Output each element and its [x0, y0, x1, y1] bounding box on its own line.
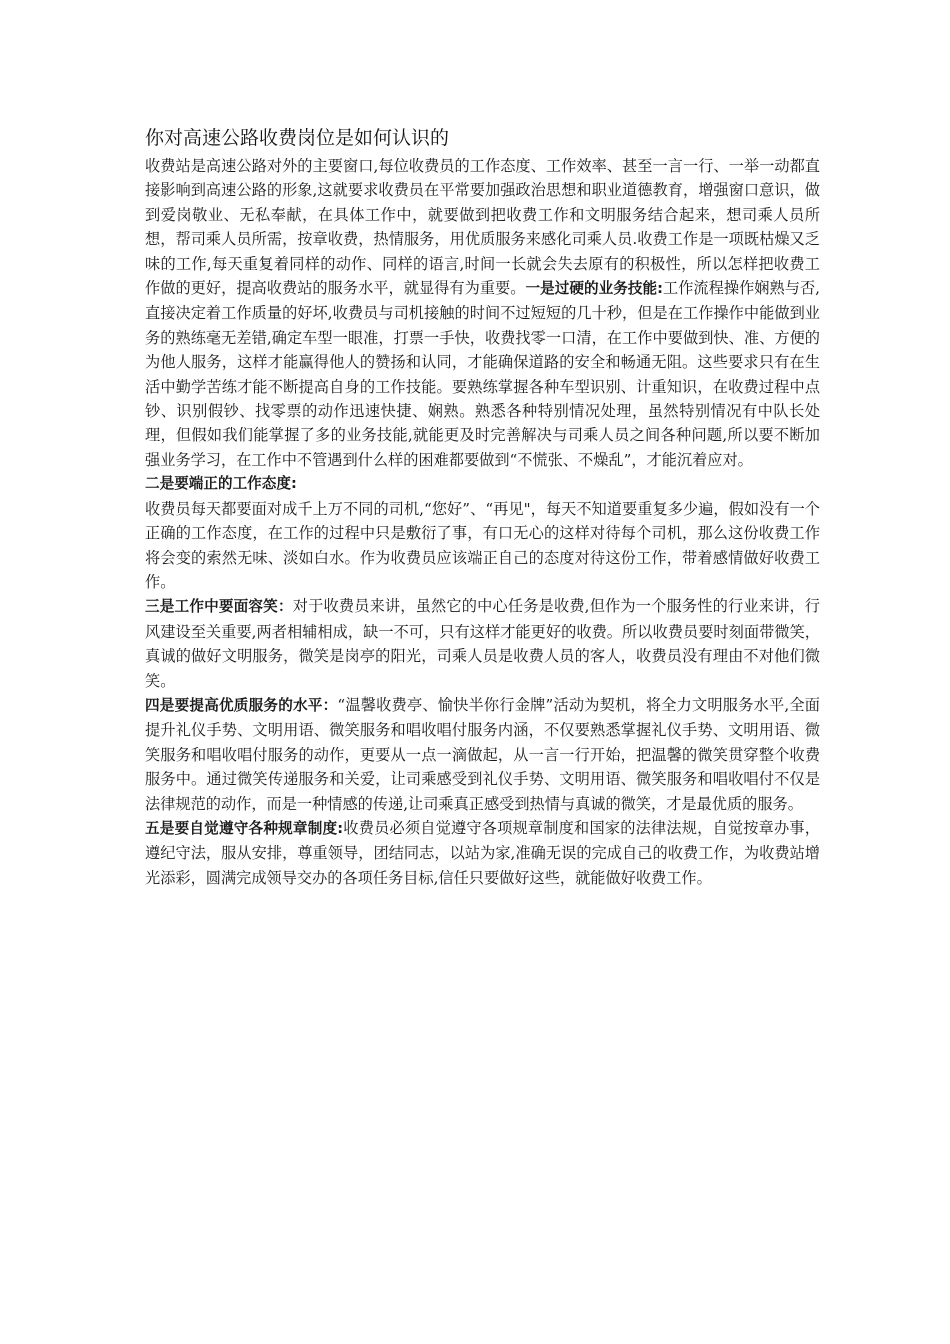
- section-4-paragraph: [145, 693, 820, 816]
- section-5-body: 收费员必须自觉遵守各项规章制度和国家的法律法规，自觉按章办事，遵纪守法，服从安排，尊重领导，团结同志，以站为家,准确无误的完成自己的收费工作，为收费站增光添彩，圆满完成领导交办的各项任务目标,信任只要做好这些，就能做好收费工作。: [145, 818, 820, 887]
- section-5-heading: 五是要自觉遵守各种规章制度:: [145, 819, 344, 837]
- section-4-body: “温馨收费亭、愉快半你行金牌”活动为契机，将全力文明服务水平,全面提升礼仪手势、文明用语、微笑服务和唱收唱付服务内涵，不仅要熟悉掌握礼仪手势、文明用语、微笑服务和唱收唱付服务的动作，更要从一点一滴做起，从一言一行开始，把温馨的微笑贯穿整个收费服务中。通过微笑传递服务和关爱，让司乘感受到礼仪手势、文明用语、微笑服务和唱收唱付不仅是法律规范的动作，而是一种情感的传递,让司乘真正感受到热情与真诚的微笑，才是最优质的服务。: [145, 695, 820, 813]
- intro-text: 收费站是高速公路对外的主要窗口,每位收费员的工作态度、工作效率、甚至一言一行、一举一动都直接影响到高速公路的形象,这就要求收费员在平常要加强政治思想和职业道德教育，增强窗口意识，做到爱岗敬业、无私奉献，在具体工作中，就要做到把收费工作和文明服务结合起来，想司乘人员所想，帮司乘人员所需，按章收费，热情服务，用优质服务来感化司乘人员.收费工作是一项既枯燥又乏味的工作,每天重复着同样的动作、同样的语言,时间一长就会失去原有的积极性，所以怎样把收费工作做的更好，提高收费站的服务水平，就显得有为重要。: [145, 157, 820, 298]
- section-1-body: 工作流程操作娴熟与否,直接决定着工作质量的好坏,收费员与司机接触的时间不过短短的几十秒，但是在工作操作中能做到业务的熟练毫无差错,确定车型一眼准，打票一手快，收费找零一口清，在工作中要做到快、准、方便的为他人服务，这样才能赢得他人的赞扬和认同，才能确保道路的安全和畅通无阻。这些要求只有在生活中勤学苦练才能不断提高自身的工作技能。要熟练掌握各种车型识别、计重知识，在收费过程中点钞、识别假钞、找零票的动作迅速快捷、娴熟。熟悉各种特别情况处理，虽然特别情况有中队长处理，但假如我们能掌握了多的业务技能,就能更及时完善解决与司乘人员之间各种问题,所以要不断加强业务学习，在工作中不管遇到什么样的困难都要做到“不慌张、不燥乱”，才能沉着应对。: [145, 279, 821, 469]
- section-5-paragraph: [145, 816, 820, 890]
- section-1-heading: 一是过硬的业务技能:: [525, 280, 663, 298]
- section-3-paragraph: [145, 594, 820, 693]
- section-2-heading: 二是要端正的工作态度:: [145, 475, 297, 493]
- document-content: [145, 124, 820, 890]
- section-3-heading: 三是工作中要面容笑：: [145, 598, 293, 616]
- section-3-body: 对于收费员来讲，虽然它的中心任务是收费,但作为一个服务性的行业来讲，行风建设至关重要,两者相辅相成，缺一不可，只有这样才能更好的收费。所以收费员要时刻面带微笑，真诚的做好文明服务，微笑是岗亭的阳光，司乘人员是收费人员的客人，收费员没有理由不对他们微笑。: [145, 597, 820, 690]
- document-title: 你对高速公路收费岗位是如何认识的: [145, 127, 450, 149]
- intro-and-section-1-paragraph: [145, 154, 820, 472]
- section-2-body: 收费员每天都要面对成千上万不同的司机,“您好”、“再见"，每天不知道要重复多少遍，假如没有一个正确的工作态度，在工作的过程中只是敷衍了事，有口无心的这样对待每个司机，那么这份收费工作将会变的索然无味、淡如白水。作为收费员应该端正自己的态度对待这份工作，带着感情做好收费工作。: [145, 499, 820, 591]
- section-4-heading: 四是要提高优质服务的水平：: [145, 696, 338, 714]
